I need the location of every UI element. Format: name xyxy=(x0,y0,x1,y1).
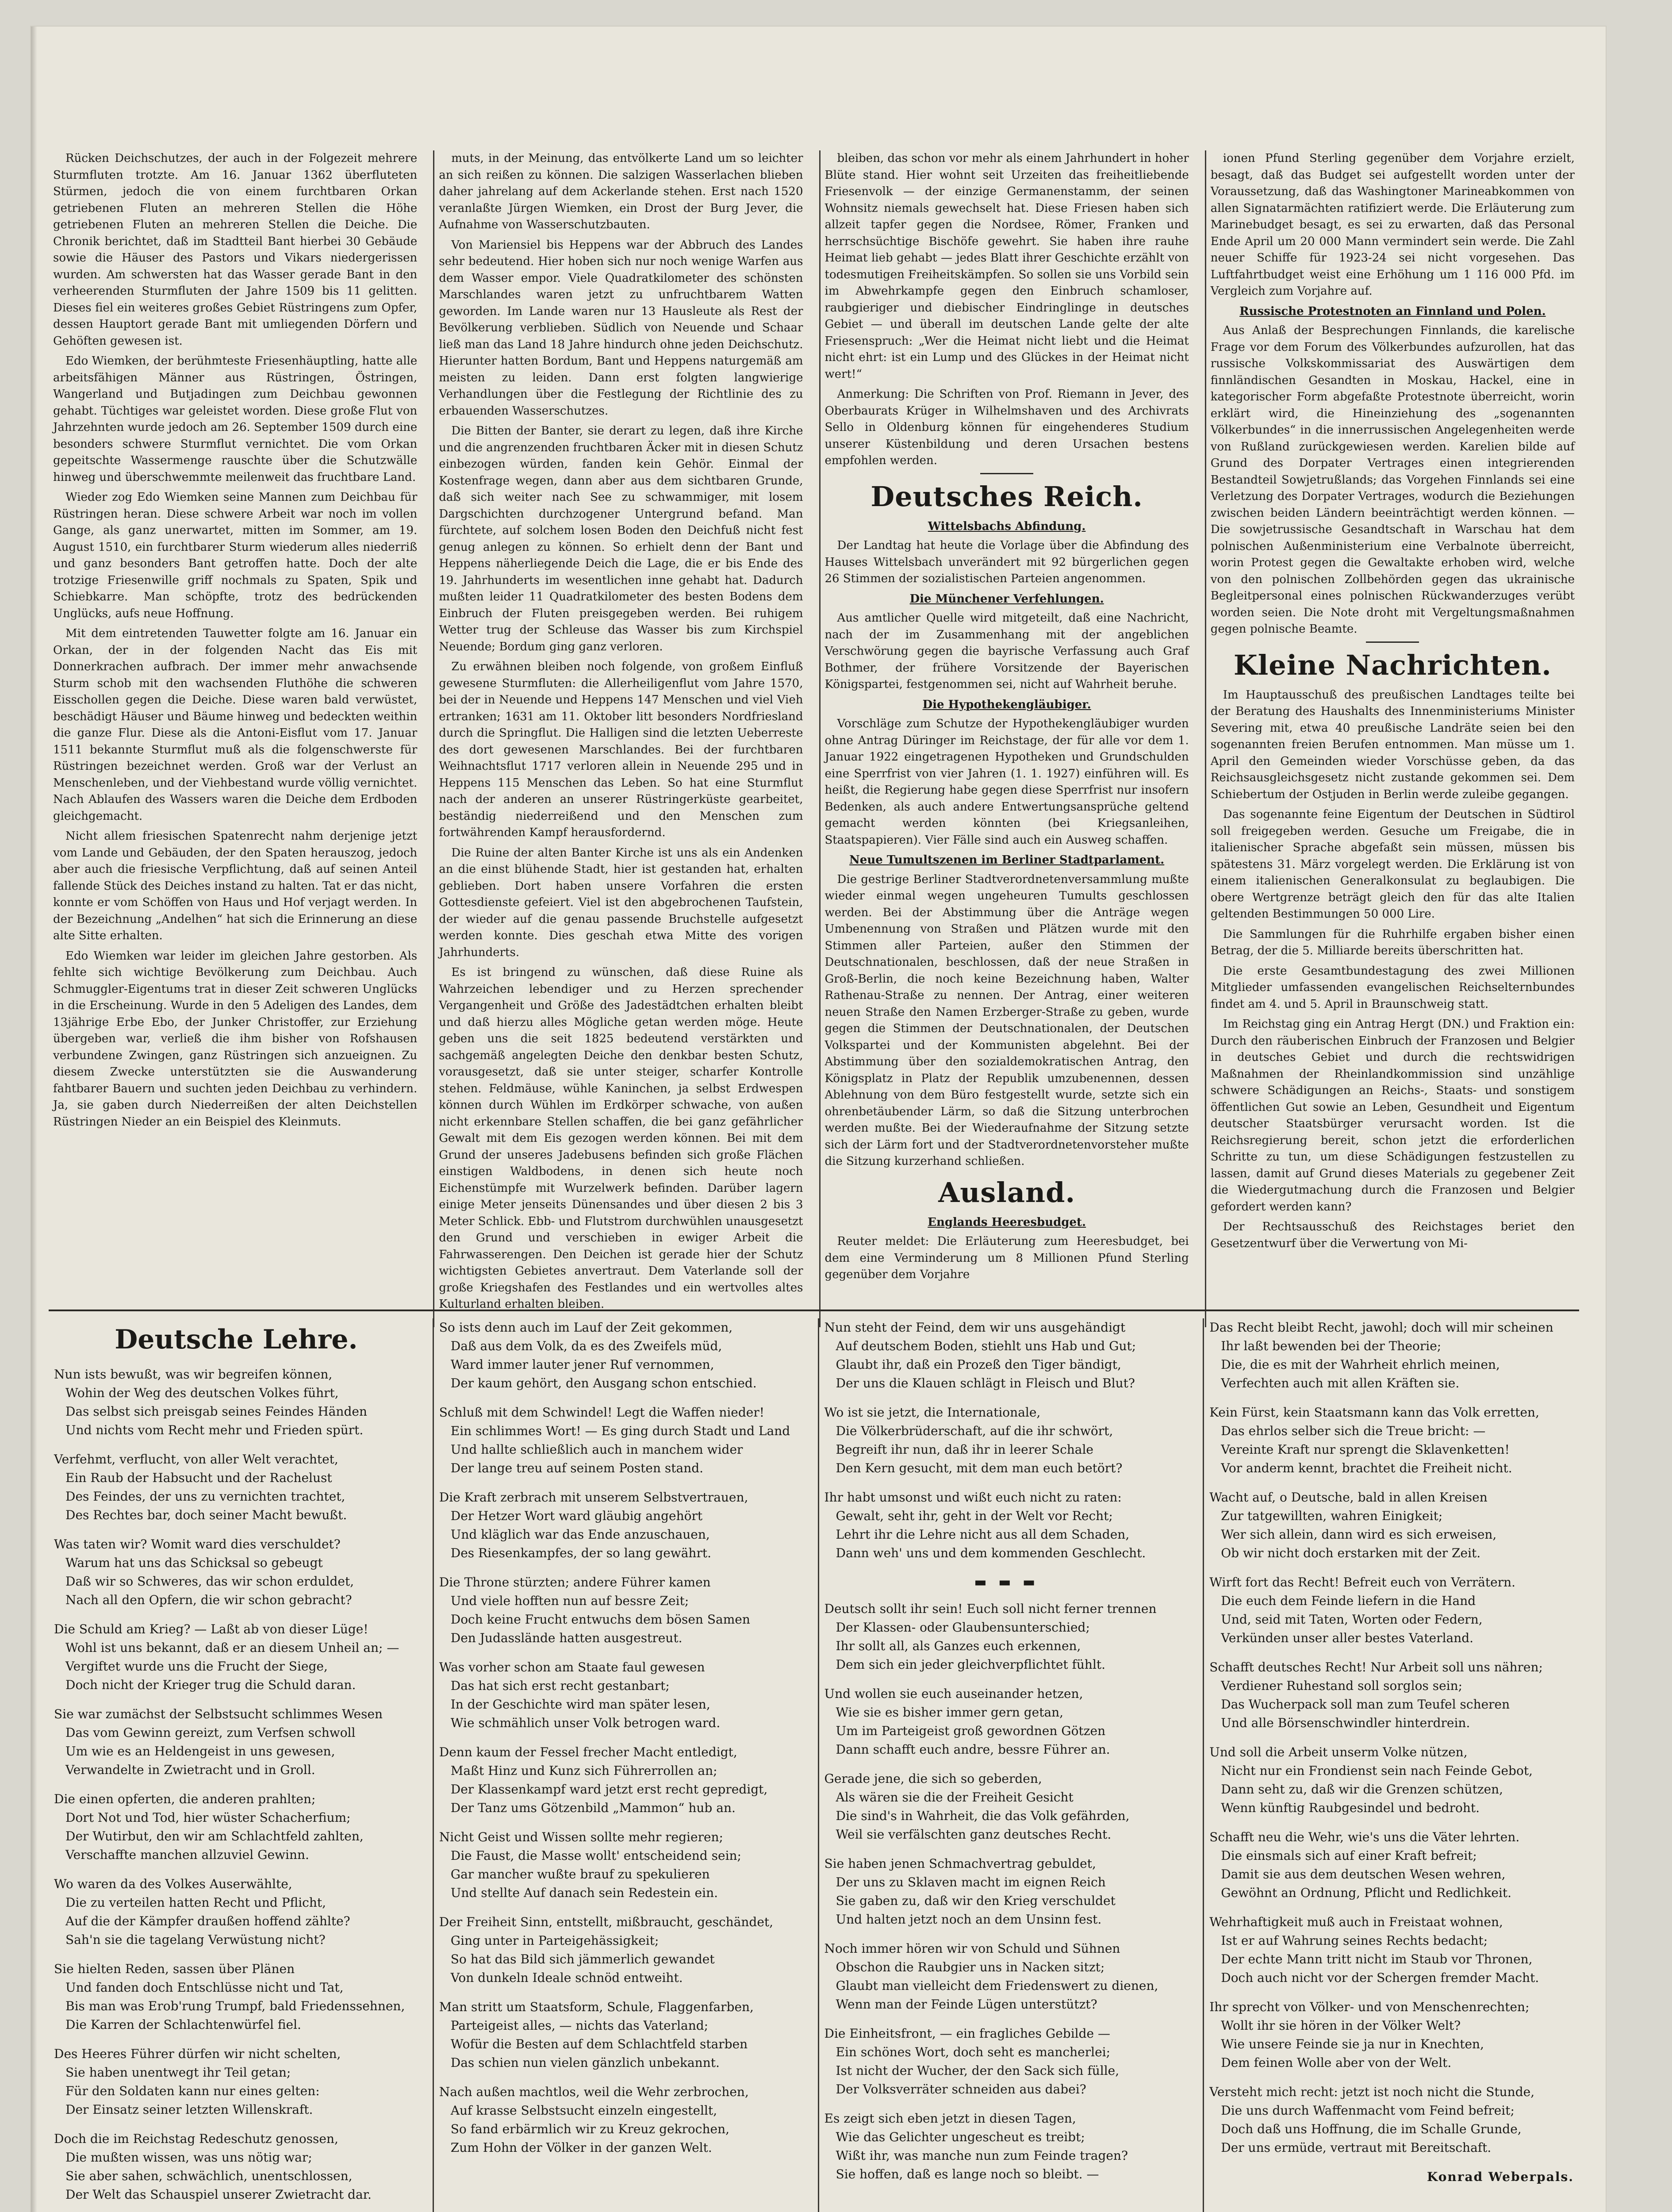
poem-line: Die uns durch Waffenmacht vom Feind befreit; xyxy=(1221,2103,1515,2118)
poem-line: Ist nicht der Wucher, der den Sack sich fülle, xyxy=(836,2063,1120,2078)
poem-line: Gerade jene, die sich so geberden, xyxy=(824,1771,1042,1786)
poem-line: Wo waren da des Volkes Auserwählte, xyxy=(54,1877,292,1891)
poem-stanza xyxy=(54,1620,418,1694)
poem-line: Und wollen sie euch auseinander hetzen, xyxy=(824,1686,1083,1701)
poem-line: Man stritt um Staatsform, Schule, Flaggenfarben, xyxy=(439,2000,754,2014)
poem-line: Und, seid mit Taten, Worten oder Federn, xyxy=(1221,1612,1483,1627)
poem-line: Die einsmals sich auf einer Kraft befreit; xyxy=(1221,1848,1477,1863)
article xyxy=(825,591,1189,693)
poem-line: Glaubt ihr, daß ein Prozeß den Tiger bändigt, xyxy=(836,1357,1121,1372)
poem-stanza xyxy=(1209,1488,1574,1563)
poem-stanza xyxy=(439,1743,804,1817)
poem-line: So fand erbärmlich wir zu Kreuz gekrochen, xyxy=(450,2122,730,2136)
article-heading: Wittelsbachs Abfindung. xyxy=(928,519,1086,533)
paragraph: Von Mariensiel bis Heppens war der Abbruch des Landes sehr bedeutend. Hier hoben sich nur noch wenige Warfen aus dem Wasser empor. Viele Quadratkilometer des schönsten Marschlandes waren jetzt zu unfruchtbarem Watten geworden. Im Lande waren nur 13 Hausleute als Rest der Bevölkerung verblieben. Südlich von Neuende und Schaar ließ man das Land 18 Jahre hindurch ohne jeden Deichschutz. Hierunter hatten Bordum, Bant und Heppens naturgemäß am meisten zu leiden. Dann erst folgten langwierige Verhandlungen über die Festlegung der Richtlinie des zu erbauenden Wasserschutzes. xyxy=(439,238,803,418)
poem-line: Die Throne stürzten; andere Führer kamen xyxy=(439,1575,711,1590)
poem-line: Der Welt das Schauspiel unserer Zwietracht dar. xyxy=(65,2187,372,2202)
poem-line: Wehrhaftigkeit muß auch in Freistaat wohnen, xyxy=(1209,1915,1503,1929)
poem-line: So hat das Bild sich jämmerlich gewandet xyxy=(450,1952,715,1966)
article xyxy=(1211,303,1575,638)
poem-line: Auf krasse Selbstsucht einzeln eingestellt, xyxy=(450,2103,717,2118)
poem-column-1 xyxy=(49,1318,424,2212)
news-columns xyxy=(49,150,1579,1327)
poem-line: Um wie es an Heldengeist in uns gewesen, xyxy=(65,1744,335,1759)
poem-line: Doch daß uns Hoffnung, die im Schalle Grunde, xyxy=(1221,2122,1522,2136)
poem-line: Dann seht zu, daß wir die Grenzen schützen, xyxy=(1221,1782,1503,1797)
poem-line: Und stellte Auf danach sein Redestein ein. xyxy=(450,1886,718,1900)
poem-line: Wie das Gelichter ungescheut es treibt; xyxy=(836,2130,1085,2144)
poem-line: Nun steht der Feind, dem wir uns ausgehändigt xyxy=(824,1320,1126,1335)
news-item: Das sogenannte feine Eigentum der Deutschen in Südtirol soll freigegeben werden. Gesuche um Freigabe, die in italienischer Sprache abgefaßt sein müssen, müssen bis spätestens 31. März vorgelegt werden. Die Erklärung ist von einem italienischen Generalkonsulat zu beglaubigen. Die obere Wertgrenze beträgt gleich den für das alte Italien geltenden Bestimmungen 50 000 Lire. xyxy=(1210,808,1575,921)
page-binding-edge xyxy=(31,27,37,2212)
poem-line: Als wären sie die der Freiheit Gesicht xyxy=(836,1790,1074,1805)
poem-line: Der Einsatz seiner letzten Willenskraft. xyxy=(65,2102,313,2117)
poem-line: Verfehmt, verflucht, von aller Welt verachtet, xyxy=(54,1452,338,1467)
poem-stanza xyxy=(824,1403,1189,1478)
poem-line: Für den Soldaten kann nur eines gelten: xyxy=(65,2084,320,2098)
section-heading-kleine-nachrichten: Kleine Nachrichten. xyxy=(1233,649,1552,681)
poem-line: Nach außen machtlos, weil die Wehr zerbrochen, xyxy=(439,2085,749,2099)
poem-author: Konrad Weberpals. xyxy=(1427,2170,1574,2184)
paragraph: Nicht allem friesischen Spatenrecht nahm derjenige jetzt vom Lande und Gebäuden, der den Spaten herauszog, jedoch aber auch die friesische Verpflichtung, daß auf seinen Anteil fallende Stück des Deiches instand zu halten. Tat er das nicht, konnte er vom Schöffen von Haus und Hof verjagt werden. In der Bezeichnung „Andelhen“ hat sich die Erinnerung an diese alte Sitte erhalten. xyxy=(53,830,418,942)
poem-line: Sie aber sahen, schwächlich, unentschlossen, xyxy=(65,2169,353,2183)
paragraph: Die Bitten der Banter, sie derart zu legen, daß ihre Kirche und die angrenzenden fruchtbaren Äcker mit in diesen Schutz einbezogen würden, fanden kein Gehör. Einmal der Kostenfrage wegen, dann aber aus dem sichtbaren Grunde, daß sich weiter nach See zu schwammiger, mit losem Dargschichten durchzogener Untergrund befand. Man fürchtete, auf solchem losen Boden den Deichfuß nicht fest genug anlegen zu können. So erhielt denn der Bant und Heppens näherliegende Deich die Lage, die er bis Ende des 19. Jahrhunderts im wesentlichen inne gehabt hat. Dadurch mußten leider 11 Quadratkilometer des besten Bodens dem Einbruch der Fluten preisgegeben werden. Bei ruhigem Wetter trug der Schleuse das Wasser bis zum Kirchspiel Neuende; Bordum ging ganz verloren. xyxy=(439,424,803,653)
poem-line: Die zu verteilen hatten Recht und Pflicht, xyxy=(65,1895,326,1910)
divider xyxy=(980,473,1033,474)
poem-line: Und nichts vom Recht mehr und Frieden spürt. xyxy=(65,1423,364,1437)
poem-stanza xyxy=(54,2130,418,2204)
poem-stanza xyxy=(824,1318,1189,1393)
poem-line: Der Wutirbut, den wir am Schlachtfeld zahlten, xyxy=(65,1829,364,1843)
article-text: Vorschläge zum Schutze der Hypothekengläubiger wurden ohne Antrag Düringer im Reichstage, der für alle vor dem 1. Januar 1922 eingetragenen Hypotheken und Grundschulden eine Sperrfrist von vier Jahren (1. 1. 1927) einführen will. Es heißt, die Regierung habe gegen diese Sperrfrist nur insofern Bedenken, als auch andere Entwertungsansprüche geltend gemacht werden könnten (bei Kriegsanleihen, Staatspapieren). Vier Fälle sind auch ein Ausweg schaffen. xyxy=(824,717,1189,847)
poem-stanza xyxy=(824,2109,1189,2184)
poem-line: Ist er auf Wahrung seines Rechts bedacht; xyxy=(1221,1933,1488,1948)
poem-line: In der Geschichte wird man später lesen, xyxy=(450,1697,710,1712)
poem-line: Doch nicht der Krieger trug die Schuld daran. xyxy=(65,1678,356,1692)
poem-stanza xyxy=(1209,1658,1574,1732)
poem-line: Der lange treu auf seinem Posten stand. xyxy=(450,1461,704,1475)
poem-line: Um im Parteigeist groß gewordnen Götzen xyxy=(836,1724,1106,1738)
poem-line: Parteigeist alles, — nichts das Vaterland; xyxy=(450,2018,709,2033)
paragraph: Mit dem eintretenden Tauwetter folgte am 16. Januar ein Orkan, der in der folgenden Nacht das Eis mit Donnerkrachen aufbrach. Der immer mehr anwachsende Sturm schob mit den wachsenden Fluthöhe die schweren Eisschollen gegen die Deiche. Diese waren bald verwüstet, beschädigt Häuser und Bäume hinweg und bedeckten weithin die ganze Flur. Diese als die Antoni-Eisflut vom 17. Januar 1511 bekannte Sturmflut muß als die folgenschwerste für Rüstringen bezeichnet werden. Groß war der Verlust an Menschenleben, und der Viehbestand wurde völlig vernichtet. Nach Ablaufen des Wassers waren die Deiche dem Erdboden gleichgemacht. xyxy=(53,627,418,823)
poem-line: Ein schlimmes Wort! — Es ging durch Stadt und Land xyxy=(450,1424,790,1438)
poem-line: Daß aus dem Volk, da es des Zweifels müd, xyxy=(450,1339,722,1353)
poem-stanza xyxy=(54,1960,418,2034)
column-1 xyxy=(49,150,422,1327)
divider xyxy=(1366,641,1419,643)
poem-line: Wie unsere Feinde sie ja nur in Knechten, xyxy=(1221,2037,1484,2051)
column-2 xyxy=(433,150,807,1327)
article-heading: Neue Tumultszenen im Berliner Stadtparlament. xyxy=(849,853,1165,867)
poem-line: Vergiftet wurde uns die Frucht der Siege, xyxy=(65,1659,328,1674)
poem-line: Die Faust, die Masse wollt' entscheidend sein; xyxy=(450,1848,741,1863)
poem-line: Schafft deutsches Recht! Nur Arbeit soll uns nähren; xyxy=(1209,1660,1543,1674)
poem-line: Der Tanz ums Götzenbild „Mammon“ hub an. xyxy=(450,1801,736,1815)
news-item: Die Sammlungen für die Ruhrhilfe ergaben bisher einen Betrag, der die 5. Milliarde bereits überschritten hat. xyxy=(1210,927,1575,957)
poem-line: Die Einheitsfront, — ein fragliches Gebilde — xyxy=(824,2026,1111,2041)
newspaper-page xyxy=(31,27,1606,2212)
poem-stanza xyxy=(439,1403,804,1478)
poem-line: Es zeigt sich eben jetzt in diesen Tagen, xyxy=(824,2111,1076,2126)
article xyxy=(825,518,1189,588)
poem-column-2 xyxy=(433,1318,809,2212)
article-text: Die gestrige Berliner Stadtverordnetenversammlung mußte wieder einmal wegen ungeheuren Tumults geschlossen werden. Bei der Abstimmung über die Anträge wegen Umbenennung von Straßen und Plätzen wurde mit den Stimmen aller Parteien, außer den Stimmen der Deutschnationalen, beschlossen, daß der neue Straßen in Groß-Berlin, die noch keine Bezeichnung haben, Walter Rathenau-Straße zu nennen. Der Antrag, einer weiteren neuen Straße den Namen Erzberger-Straße zu geben, wurde gegen die Stimmen der Deutschnationalen, der Deutschen Volkspartei und der Kommunisten abgelehnt. Bei der Abstimmung über den sozialdemokratischen Antrag, den Königsplatz in Platz der Republik umzubenennen, dessen Ablehnung von dem Büro festgestellt wurde, setzte sich ein ohrenbetäubender Lärm, so daß die Sitzung unterbrochen werden mußte. Bei der Wiederaufnahme der Sitzung setzte sich der Lärm fort und der Stadtverordnetenvorsteher mußte die Sitzung kurzerhand schließen. xyxy=(824,872,1189,1168)
poem-stanza xyxy=(439,1913,804,1987)
poem-line: Das Wucherpack soll man zum Teufel scheren xyxy=(1221,1697,1510,1712)
poem-line: Was vorher schon am Staate faul gewesen xyxy=(439,1660,705,1674)
poem-stanza xyxy=(439,1318,804,1393)
poem-stanza xyxy=(1209,1403,1574,1478)
poem-line: Verdiener Ruhestand soll sorglos sein; xyxy=(1221,1678,1463,1693)
poem-stanza xyxy=(54,1535,418,1609)
poem-line: Das hat sich erst recht gestanbart; xyxy=(450,1678,670,1693)
poem-line: Obschon die Raubgier uns in Nacken sitzt; xyxy=(836,1960,1105,1974)
poem-column-4 xyxy=(1203,1318,1579,2212)
poem-line: Doch die im Reichstag Redeschutz genossen, xyxy=(54,2131,338,2146)
paragraph: Zu erwähnen bleiben noch folgende, von großem Einfluß gewesene Sturmfluten: die Allerheiligenflut vom Jahre 1570, bei der in Neuende und Heppens 147 Menschen und viel Vieh ertranken; 1631 am 11. Oktober litt besonders Nordfriesland durch die Springflut. Die Halligen sind die letzten Ueberreste des dort gewesenen Marschlandes. Bei der furchtbaren Weihnachtsflut 1717 verloren allein in Neuende 295 und in Heppens 115 Menschen das Leben. So hat eine Sturmflut nach der anderen an unserer Rüstringerküste gearbeitet, beständig niederreißend und den Menschen zum fortwährenden Kampf herausfordernd. xyxy=(439,660,803,839)
poem-line: Der uns die Klauen schlägt in Fleisch und Blut? xyxy=(836,1376,1135,1390)
poem-line: Glaubt man vielleicht dem Friedenswert zu dienen, xyxy=(836,1978,1158,1993)
paragraph: Wieder zog Edo Wiemken seine Mannen zum Deichbau für Rüstringen heran. Diese schwere Arbeit war noch im vollen Gange, als ganz unerwartet, mitten im Sommer, am 19. August 1510, ein furchtbarer Sturm wiederum alles niederriß und ganz besonders Bant getroffen hatte. Doch der alte trotzige Friesenwille griff nochmals zu Spaten, Spik und Schiebkarre. Man schöpfte, trotz des bedrückenden Unglücks, aufs neue Hoffnung. xyxy=(53,491,418,620)
poem-line: Des Riesenkampfes, der so lang gewährt. xyxy=(450,1546,711,1560)
poem-stanza xyxy=(54,1790,418,1864)
poem-section xyxy=(49,1318,1579,2212)
article-text: Aus amtlicher Quelle wird mitgeteilt, daß eine Nachricht, nach der im Zusammenhang mit der angeblichen Verschwörung gegen die bayrische Verfassung auch Graf Bothmer, der frühere Vorsitzende der Bayerischen Königspartei, festgenommen sei, nicht auf Wahrheit beruhe. xyxy=(824,611,1189,691)
poem-line: Was taten wir? Womit ward dies verschuldet? xyxy=(54,1537,341,1551)
poem-line: Sie haben jenen Schmachvertrag gebuldet, xyxy=(824,1856,1096,1871)
poem-line: Dem feinen Wolle aber von der Welt. xyxy=(1221,2055,1452,2070)
poem-line: Nicht Geist und Wissen sollte mehr regieren; xyxy=(439,1830,723,1844)
poem-stanza xyxy=(54,1450,418,1525)
poem-line: Die Schuld am Krieg? — Laßt ab von dieser Lüge! xyxy=(54,1622,368,1636)
poem-stanza xyxy=(824,1685,1189,1759)
poem-line: Sie hielten Reden, sassen über Plänen xyxy=(54,1962,295,1976)
paragraph: Es ist bringend zu wünschen, daß diese Ruine als Wahrzeichen lebendiger und zu Herzen sprechender Vergangenheit und Größe des Jadestädtchen erhalten bleibt und daß hierzu alles Mögliche getan werden möge. Heute geben uns die seit 1825 bedeutend verstärkten und sachgemäß angelegten Deiche den denkbar besten Schutz, vorausgesetzt, daß sie unter steiger, scharfer Kontrolle stehen. Feldmäuse, wühle Kaninchen, ja selbst Erdwespen können durch Wühlen im Erdkörper schwache, von außen nicht erkennbare Stellen schaffen, die bei ganz gefährlicher Gewalt mit dem Eis gezogen werden können. Bei mit dem Grund der unseres Jadebusens befinden sich große Flächen einstigen Waldbodens, in denen sich heute noch Eichenstümpfe mit Wurzelwerk befinden. Darüber lagern einige Meter jenseits Dünensandes und über diesen 2 bis 3 Meter Schlick. Ebb- und Flutstrom durchwühlen unausgesetzt den Grund und verschieben in ewiger Arbeit die Fahrwasserengen. Den Deichen ist gerade hier der Schutz wichtigsten Gebietes anvertraut. Dem Vaterlande soll der große Kriegshafen des Festlandes und ein wertvolles altes Kulturland erhalten bleiben. xyxy=(439,966,803,1311)
poem-line: Zum Hohn der Völker in der ganzen Welt. xyxy=(450,2140,712,2155)
poem-line: Versteht mich recht: jetzt ist noch nicht die Stunde, xyxy=(1209,2085,1535,2099)
article-heading: Die Hypothekengläubiger. xyxy=(922,698,1091,711)
poem-line: Der uns ermüde, vertraut mit Bereitschaft. xyxy=(1221,2140,1492,2155)
poem-stanza xyxy=(824,1488,1189,1563)
poem-line: Dort Not und Tod, hier wüster Schacherfium; xyxy=(65,1810,351,1825)
poem-stanza xyxy=(54,1365,418,1440)
column-4 xyxy=(1205,150,1579,1327)
poem-line: Wohl ist uns bekannt, daß er an diesem Unheil an; — xyxy=(65,1640,399,1655)
poem-column-3 xyxy=(818,1318,1194,2212)
poem-line: Der kaum gehört, den Ausgang schon entschied. xyxy=(450,1376,757,1390)
section-heading-ausland: Ausland. xyxy=(938,1176,1076,1209)
poem-line: Gewöhnt an Ordnung, Pflicht und Redlichkeit. xyxy=(1221,1886,1512,1900)
poem-stanza xyxy=(1209,1318,1574,1393)
poem-line: Ihr laßt bewenden bei der Theorie; xyxy=(1221,1339,1442,1353)
poem-line: Auf die der Kämpfer draußen hoffend zählte? xyxy=(65,1914,350,1928)
poem-line: Wacht auf, o Deutsche, bald in allen Kreisen xyxy=(1209,1490,1488,1505)
poem-stanza xyxy=(54,1705,418,1779)
poem-line: Sie war zumächst der Selbstsucht schlimmes Wesen xyxy=(54,1707,383,1721)
paragraph: Rücken Deichschutzes, der auch in der Folgezeit mehrere Sturmfluten trotzte. Am 16. Januar 1362 überfluteten Stürmen, jedoch die von einem furchtbaren Orkan getriebenen Fluten an mehreren Stellen die Höhe getriebenen Fluten an mehreren Stellen die Deiche. Die Chronik berichtet, daß im Stadtteil Bant hierbei 30 Gebäude sowie die Häuser des Pastors und Vikars niedergerissen wurden. Am schwersten hat das Wasser gerade Bant in den verheerenden Sturmfluten der Jahre 1509 bis 11 gelitten. Dieses fiel ein weiteres großes Gebiet Rüstringens zum Opfer, dessen Hauptort gerade Bant mit umliegenden Dörfern und Gehöften gewesen ist. xyxy=(53,152,418,348)
poem-line: Dann schafft euch andre, bessre Führer an. xyxy=(836,1742,1110,1757)
poem-title: Deutsche Lehre. xyxy=(115,1324,358,1355)
poem-line: Ein Raub der Habsucht und der Rachelust xyxy=(65,1471,332,1485)
poem-line: Wißt ihr, was manche nun zum Feinde tragen? xyxy=(836,2148,1128,2163)
column-3 xyxy=(819,150,1193,1327)
poem-line: Das vom Gewinn gereizt, zum Verfsen schwoll xyxy=(65,1725,356,1740)
section-heading-deutsches-reich: Deutsches Reich. xyxy=(871,480,1143,513)
poem-line: Ihr sollt all, als Ganzes euch erkennen, xyxy=(836,1639,1081,1653)
poem-line: Vor anderm kennt, brachtet die Freiheit nicht. xyxy=(1221,1461,1512,1475)
poem-line: Ihr habt umsonst und wißt euch nicht zu raten: xyxy=(824,1490,1122,1505)
poem-stanza xyxy=(439,1573,804,1647)
poem-stanza xyxy=(824,1855,1189,1929)
poem-line: Lehrt ihr die Lehre nicht aus all dem Schaden, xyxy=(836,1527,1130,1542)
poem-stanza xyxy=(1209,1828,1574,1902)
poem-line: Die, die es mit der Wahrheit ehrlich meinen, xyxy=(1221,1357,1500,1372)
poem-stanza xyxy=(54,2045,418,2119)
poem-stanza xyxy=(439,1488,804,1563)
poem-line: Wo ist sie jetzt, die Internationale, xyxy=(824,1405,1041,1420)
poem-line: Der Hetzer Wort ward gläubig angehört xyxy=(450,1509,703,1523)
poem-line: Den Kern gesucht, mit dem man euch betört? xyxy=(836,1461,1123,1475)
poem-stanza xyxy=(1209,1998,1574,2072)
poem-line: Wenn künftig Raubgesindel und bedroht. xyxy=(1221,1801,1480,1815)
poem-line: Damit sie aus dem deutschen Wesen wehren, xyxy=(1221,1867,1506,1882)
article-heading: Russische Protestnoten an Finnland und Polen. xyxy=(1239,304,1546,318)
poem-line: Nicht nur ein Frondienst sein nach Feinde Gebot, xyxy=(1221,1763,1533,1778)
horizontal-rule xyxy=(49,1310,1579,1311)
poem-line: Vereinte Kraft nur sprengt die Sklavenketten! xyxy=(1221,1442,1510,1457)
poem-line: Die Kraft zerbrach mit unserem Selbstvertrauen, xyxy=(439,1490,748,1505)
article-text: Der Landtag hat heute die Vorlage über die Abfindung des Hauses Wittelsbach unverändert mit 92 bürgerlichen gegen 26 Stimmen der sozialistischen Parteien angenommen. xyxy=(824,539,1189,585)
poem-line: So ists denn auch im Lauf der Zeit gekommen, xyxy=(439,1320,733,1335)
poem-line: Doch auch nicht vor der Schergen fremder Macht. xyxy=(1221,1970,1539,1985)
poem-line: Verkünden unser aller bestes Vaterland. xyxy=(1221,1631,1474,1645)
poem-line: Der Volksverräter schneiden aus dabei? xyxy=(836,2082,1086,2097)
poem-line: Doch keine Frucht entwuchs dem bösen Samen xyxy=(450,1612,750,1627)
poem-line: Der uns zu Sklaven macht im eignen Reich xyxy=(836,1875,1106,1889)
poem-line: Von dunkeln Ideale schnöd entweiht. xyxy=(450,1970,683,1985)
article xyxy=(825,1214,1189,1283)
poem-line: Schafft neu die Wehr, wie's uns die Väter lehrten. xyxy=(1209,1830,1520,1844)
poem-line: Die Völkerbrüderschaft, auf die ihr schwört, xyxy=(836,1424,1113,1438)
paragraph: ionen Pfund Sterling gegenüber dem Vorjahre erzielt, besagt, daß das Budget sei aufgestellt worden unter der Voraussetzung, daß das Washingtoner Marineabkommen von allen Signatarmächten ratifiziert werde. Die Erläuterung zum Marinebudget besagt, es sei zu erwarten, daß das Personal Ende April um 20 000 Mann vermindert sein werde. Die Zahl neuer Schiffe für 1923-24 sei nicht vorgesehen. Das Luftfahrtbudget weist eine Erhöhung um 1 116 000 Pfd. im Vergleich zum Vorjahre auf. xyxy=(1210,152,1575,298)
poem-line: Und halten jetzt noch an dem Unsinn fest. xyxy=(836,1912,1102,1927)
poem-line: Gewalt, seht ihr, geht in der Welt vor Recht; xyxy=(836,1509,1113,1523)
poem-line: Begreift ihr nun, daß ihr in leerer Schale xyxy=(836,1442,1094,1457)
poem-stanza xyxy=(439,1828,804,1902)
poem-line: Wie schmählich unser Volk betrogen ward. xyxy=(450,1716,721,1730)
article-text: Reuter meldet: Die Erläuterung zum Heeresbudget, bei dem eine Verminderung um 8 Millionen Pfund Sterling gegenüber dem Vorjahre xyxy=(824,1235,1189,1281)
poem-line: Wollt ihr sie hören in der Völker Welt? xyxy=(1221,2018,1461,2033)
poem-line: Denn kaum der Fessel frecher Macht entledigt, xyxy=(439,1745,737,1759)
poem-line: Sah'n sie die tagelang Verwüstung nicht? xyxy=(65,1932,326,1947)
poem-line: Und viele hofften nun auf bessre Zeit; xyxy=(450,1594,689,1608)
article xyxy=(825,697,1189,849)
poem-line: Gar mancher wußte brauf zu spekulieren xyxy=(450,1867,710,1882)
poem-line: Dem sich ein jeder gleichverpflichtet fühlt. xyxy=(836,1657,1106,1672)
poem-stanza xyxy=(1209,2083,1574,2157)
poem-stanza xyxy=(824,2024,1189,2099)
paragraph: Edo Wiemken, der berühmteste Friesenhäuptling, hatte alle arbeitsfähigen Männer aus Rüstringen, Östringen, Wangerland und Butjadingen zum Deichbau gewonnen gehabt. Tüchtiges war geleistet worden. Diese große Flut von Jahrzehnten wurde jedoch am 26. September 1509 durch eine besonders schwere Sturmflut vernichtet. Die vom Orkan gepeitschte Wassermenge rauschte über die Schutzwälle hinweg und überschwemmte meilenweit das fruchtbare Land. xyxy=(53,354,418,484)
annotation-note: Anmerkung: Die Schriften von Prof. Riemann in Jever, des Oberbaurats Krüger in Wilhelmshaven und des Archivrats Sello in Oldenburg können für eingehenderes Studium unserer Küstenbildung und deren Ursachen bestens empfohlen werden. xyxy=(824,388,1189,467)
poem-line: Und hallte schließlich auch in manchem wider xyxy=(450,1442,743,1457)
poem-line: Schluß mit dem Schwindel! Legt die Waffen nieder! xyxy=(439,1405,765,1420)
poem-line: Sie gaben zu, daß wir den Krieg verschuldet xyxy=(836,1893,1116,1908)
poem-stanza xyxy=(439,2083,804,2157)
poem-stanza xyxy=(824,1770,1189,1844)
poem-line: Wer sich allein, dann wird es sich erweisen, xyxy=(1221,1527,1497,1542)
poem-line: Bis man was Erob'rung Trumpf, bald Friedenssehnen, xyxy=(65,1999,405,2013)
paragraph: Die Ruine der alten Banter Kirche ist uns als ein Andenken an die einst blühende Stadt, hier ist gestanden hat, erhalten geblieben. Dort haben unsere Vorfahren die ersten Gottesdienste gefeiert. Viel ist den abgebrochenen Taufstein, der wieder auf die genau passende Bruchstelle aufgesetzt werden konnte. Dies geschah etwa Mitte des vorigen Jahrhunderts. xyxy=(439,846,803,959)
paragraph: muts, in der Meinung, das entvölkerte Land um so leichter an sich reißen zu können. Die salzigen Wasserlachen blieben daher jahrelang auf dem Ackerlande stehen. Erst nach 1520 veranlaßte Jürgen Wiemken, ein Drost der Burg Jever, die Aufnahme von Wasserschutzbauten. xyxy=(439,152,803,231)
poem-line: Ward immer lauter jener Ruf vernommen, xyxy=(450,1357,714,1372)
poem-line: Auf deutschem Boden, stiehlt uns Hab und Gut; xyxy=(836,1339,1136,1353)
poem-line: Wohin der Weg des deutschen Volkes führt, xyxy=(65,1386,339,1400)
poem-line: Die Karren der Schlachtenwürfel fiel. xyxy=(65,2017,301,2032)
poem-stanza xyxy=(1209,1573,1574,1647)
poem-line: Weil sie verfälschten ganz deutsches Recht. xyxy=(836,1827,1112,1842)
poem-stanza xyxy=(824,1600,1189,1674)
poem-line: Das ehrlos selber sich die Treue bricht: — xyxy=(1221,1424,1486,1438)
poem-stanza xyxy=(439,1998,804,2072)
poem-line: Wenn man der Feinde Lügen unterstützt? xyxy=(836,1997,1097,2012)
stanza-separator: ▬ ▬ ▬ xyxy=(974,1575,1039,1590)
poem-line: Verwandelte in Zwietracht und in Groll. xyxy=(65,1763,315,1777)
poem-line: Maßt Hinz und Kunz sich Führerrollen an; xyxy=(450,1763,717,1778)
poem-line: Dann weh' uns und dem kommenden Geschlecht. xyxy=(836,1546,1146,1560)
poem-line: Das selbst sich preisgab seines Feindes Händen xyxy=(65,1404,367,1419)
poem-line: Der Klassenkampf ward jetzt erst recht gepredigt, xyxy=(450,1782,768,1797)
poem-line: Nach all den Opfern, die wir schon gebracht? xyxy=(65,1593,352,1607)
poem-line: Das schien nun vielen gänzlich unbekannt. xyxy=(450,2055,720,2070)
poem-line: Daß wir so Schweres, das wir schon erduldet, xyxy=(65,1574,354,1589)
poem-line: Die mußten wissen, was uns nötig war; xyxy=(65,2150,312,2165)
poem-line: Des Heeres Führer dürfen wir nicht schelten, xyxy=(54,2047,341,2061)
poem-line: Sie hoffen, daß es lange noch so bleibt. — xyxy=(836,2167,1099,2181)
poem-line: Warum hat uns das Schicksal so gebeugt xyxy=(65,1555,323,1570)
article-heading: Die Münchener Verfehlungen. xyxy=(909,592,1104,606)
poem-line: Sie haben unentwegt ihr Teil getan; xyxy=(65,2065,291,2080)
poem-line: Noch immer hören wir von Schuld und Sühnen xyxy=(824,1941,1120,1956)
poem-stanza xyxy=(1209,1913,1574,1987)
poem-line: Des Feindes, der uns zu vernichten trachtet, xyxy=(65,1489,345,1504)
poem-line: Ein schönes Wort, doch seht es mancherlei; xyxy=(836,2045,1111,2059)
poem-line: Und soll die Arbeit unserm Volke nützen, xyxy=(1209,1745,1468,1759)
poem-line: Verfechten auch mit allen Kräften sie. xyxy=(1221,1376,1460,1390)
poem-stanza xyxy=(824,1939,1189,2014)
poem-line: Und fanden doch Entschlüsse nicht und Tat, xyxy=(65,1980,344,1995)
poem-line: Der Freiheit Sinn, entstellt, mißbraucht, geschändet, xyxy=(439,1915,774,1929)
poem-line: Wirft fort das Recht! Befreit euch von Verrätern. xyxy=(1209,1575,1516,1590)
poem-stanza xyxy=(1209,1743,1574,1817)
poem-line: Deutsch sollt ihr sein! Euch soll nicht ferner trennen xyxy=(824,1601,1157,1616)
article xyxy=(825,852,1189,1170)
poem-line: Und kläglich war das Ende anzuschauen, xyxy=(450,1527,710,1542)
poem-line: Zur tatgewillten, wahren Einigkeit; xyxy=(1221,1509,1443,1523)
poem-line: Ob wir nicht doch erstarken mit der Zeit. xyxy=(1221,1546,1481,1560)
article-text: Aus Anlaß der Besprechungen Finnlands, die karelische Frage vor dem Forum des Völkerbundes aufzurollen, hat das russische Volkskommissariat des Auswärtigen dem finnländischen Gesandten in Moskau, Hackel, eine in kategorischer Form abgefaßte Protestnote überreicht, worin erklärt wird, die Hineinziehung des „sogenannten Völkerbundes“ in die innerrussischen Angelegenheiten werde von Rußland zurückgewiesen werden. Karelien bilde auf Grund des Dorpater Vertrages einen integrierenden Bestandteil Sowjetrußlands; das Vorgehen Finnlands sei eine Verletzung des Dorpater Vertrages, wodurch die Beziehungen zwischen beiden Ländern beeinträchtigt werden können. — Die sowjetrussische Gesandtschaft in Warschau hat dem polnischen Außenministerium eine Verbalnote überreicht, worin Protest gegen die Gewaltakte erhoben wird, welche von den polnischen Zollbehörden gegen das ukrainische Begleitpersonal eines polnischen Rückwanderzuges verübt worden seien. Die Note droht mit Vergeltungsmaßnahmen gegen polnische Beamte. xyxy=(1210,324,1575,636)
poem-line: Der echte Mann tritt nicht im Staub vor Thronen, xyxy=(1221,1952,1533,1966)
article-heading: Englands Heeresbudget. xyxy=(928,1215,1086,1229)
poem-line: Ihr sprecht von Völker- und von Menschenrechten; xyxy=(1209,2000,1530,2014)
paragraph: bleiben, das schon vor mehr als einem Jahrhundert in hoher Blüte stand. Hier wohnt seit Urzeiten das freiheitliebende Friesenvolk — der einzige Germanenstamm, der seinen Wohnsitz niemals gewechselt hat. Diese Friesen haben sich allzeit tapfer gegen die Nordsee, Römer, Franken und herrschsüchtige Bischöfe gewehrt. Sie haben ihre rauhe Heimat lieb gehabt — jedes Blatt ihrer Geschichte erzählt von todesmutigen Freiheitskämpfen. So sollen sie uns Vorbild sein im Abwehrkampfe gegen den Einbruch schamloser, raubgieriger und diebischer Eindringlinge in deutsches Gebiet — und überall im deutschen Lande gelte der alte Friesenspruch: „Wer die Heimat nicht liebt und die Heimat nicht ehrt: ist ein Lump und des Glückes in der Heimat nicht wert!“ xyxy=(824,152,1189,381)
poem-line: Ging unter in Parteigehässigkeit; xyxy=(450,1933,659,1948)
poem-line: Der Klassen- oder Glaubensunterschied; xyxy=(836,1620,1090,1635)
news-item: Im Reichstag ging ein Antrag Hergt (DN.) und Fraktion ein: Durch den räuberischen Einbruch der Franzosen und Belgier in deutsches Gebiet und durch die rechtswidrigen Maßnahmen der Rheinlandkommission sind unzählige schwere Schädigungen an Reichs-, Staats- und sonstigem öffentlichen Gut sowie an Leben, Gesundheit und Eigentum deutscher Staatsbürger verursacht worden. Ist die Reichsregierung bereit, schon jetzt die erforderlichen Schritte zu tun, um diese Schädigungen festzustellen zu lassen, damit auf Grund dieses Materials zu gegebener Zeit die Wiedergutmachung durch die Franzosen und Belgier gefordert werden kann? xyxy=(1210,1018,1575,1214)
poem-line: Den Judasslände hatten ausgestreut. xyxy=(450,1631,683,1645)
poem-line: Verschaffte manchen allzuviel Gewinn. xyxy=(65,1847,309,1862)
paragraph: Edo Wiemken war leider im gleichen Jahre gestorben. Als fehlte sich wichtige Bevölkerung zum Deichbau. Auch Schmuggler-Eigentums trat in dieser Zeit schweren Unglücks in die Erscheinung. Wurde in den 5 Adeligen des Landes, dem 13jährige Erbe Ebo, der Junker Christoffer, zur Erziehung übergeben war, verließ die ihm bisher von Rofshausen verbundene Zwingen, ganz Rüstringen sich anzueignen. Zu diesem Zwecke unterstützten sie die Auswanderung fahtbarer Bauern und suchten jeden Deichbau zu verhindern. Ja, sie gaben durch Niederreißen der alten Deichstellen Rüstringen Nieder an ein Beispiel des Kleinmuts. xyxy=(53,949,418,1129)
poem-line: Und alle Börsenschwindler hinterdrein. xyxy=(1221,1716,1470,1730)
poem-stanza xyxy=(439,1658,804,1732)
news-item: Der Rechtsausschuß des Reichstages beriet den Gesetzentwurf über die Verwertung von Mi- xyxy=(1210,1220,1575,1250)
news-item: Die erste Gesamtbundestagung des zwei Millionen Mitglieder umfassenden evangelischen Reichselternbundes findet am 4. und 5. April in Braunschweig statt. xyxy=(1210,964,1575,1011)
poem-line: Die einen opferten, die anderen prahlten; xyxy=(54,1792,316,1806)
poem-line: Das Recht bleibt Recht, jawohl; doch will mir scheinen xyxy=(1209,1320,1553,1335)
poem-line: Kein Fürst, kein Staatsmann kann das Volk erretten, xyxy=(1209,1405,1539,1420)
news-item: Im Hauptausschuß des preußischen Landtages teilte bei der Beratung des Haushalts des Innenministeriums Minister Severing mit, etwa 40 preußische Landräte seien bei den sogenannten freien Berufen entnommen. Man müsse um 1. April den Gemeinden wieder Vorschüsse geben, da das Reichsausgleichsgesetz nicht zustande gekommen sei. Dem Schiebertum der Ostjuden in Berlin werde zuleibe gegangen. xyxy=(1210,688,1575,801)
poem-line: Die sind's in Wahrheit, die das Volk gefährden, xyxy=(836,1809,1130,1823)
poem-line: Des Rechtes bar, doch seiner Macht bewußt. xyxy=(65,1508,347,1522)
poem-line: Wofür die Besten auf dem Schlachtfeld starben xyxy=(450,2037,748,2051)
poem-line: Die euch dem Feinde liefern in die Hand xyxy=(1221,1594,1476,1608)
poem-line: Wie sie es bisher immer gern getan, xyxy=(836,1705,1064,1720)
poem-stanza xyxy=(54,1875,418,1949)
poem-line: Nun ists bewußt, was wir begreifen können, xyxy=(54,1367,333,1382)
